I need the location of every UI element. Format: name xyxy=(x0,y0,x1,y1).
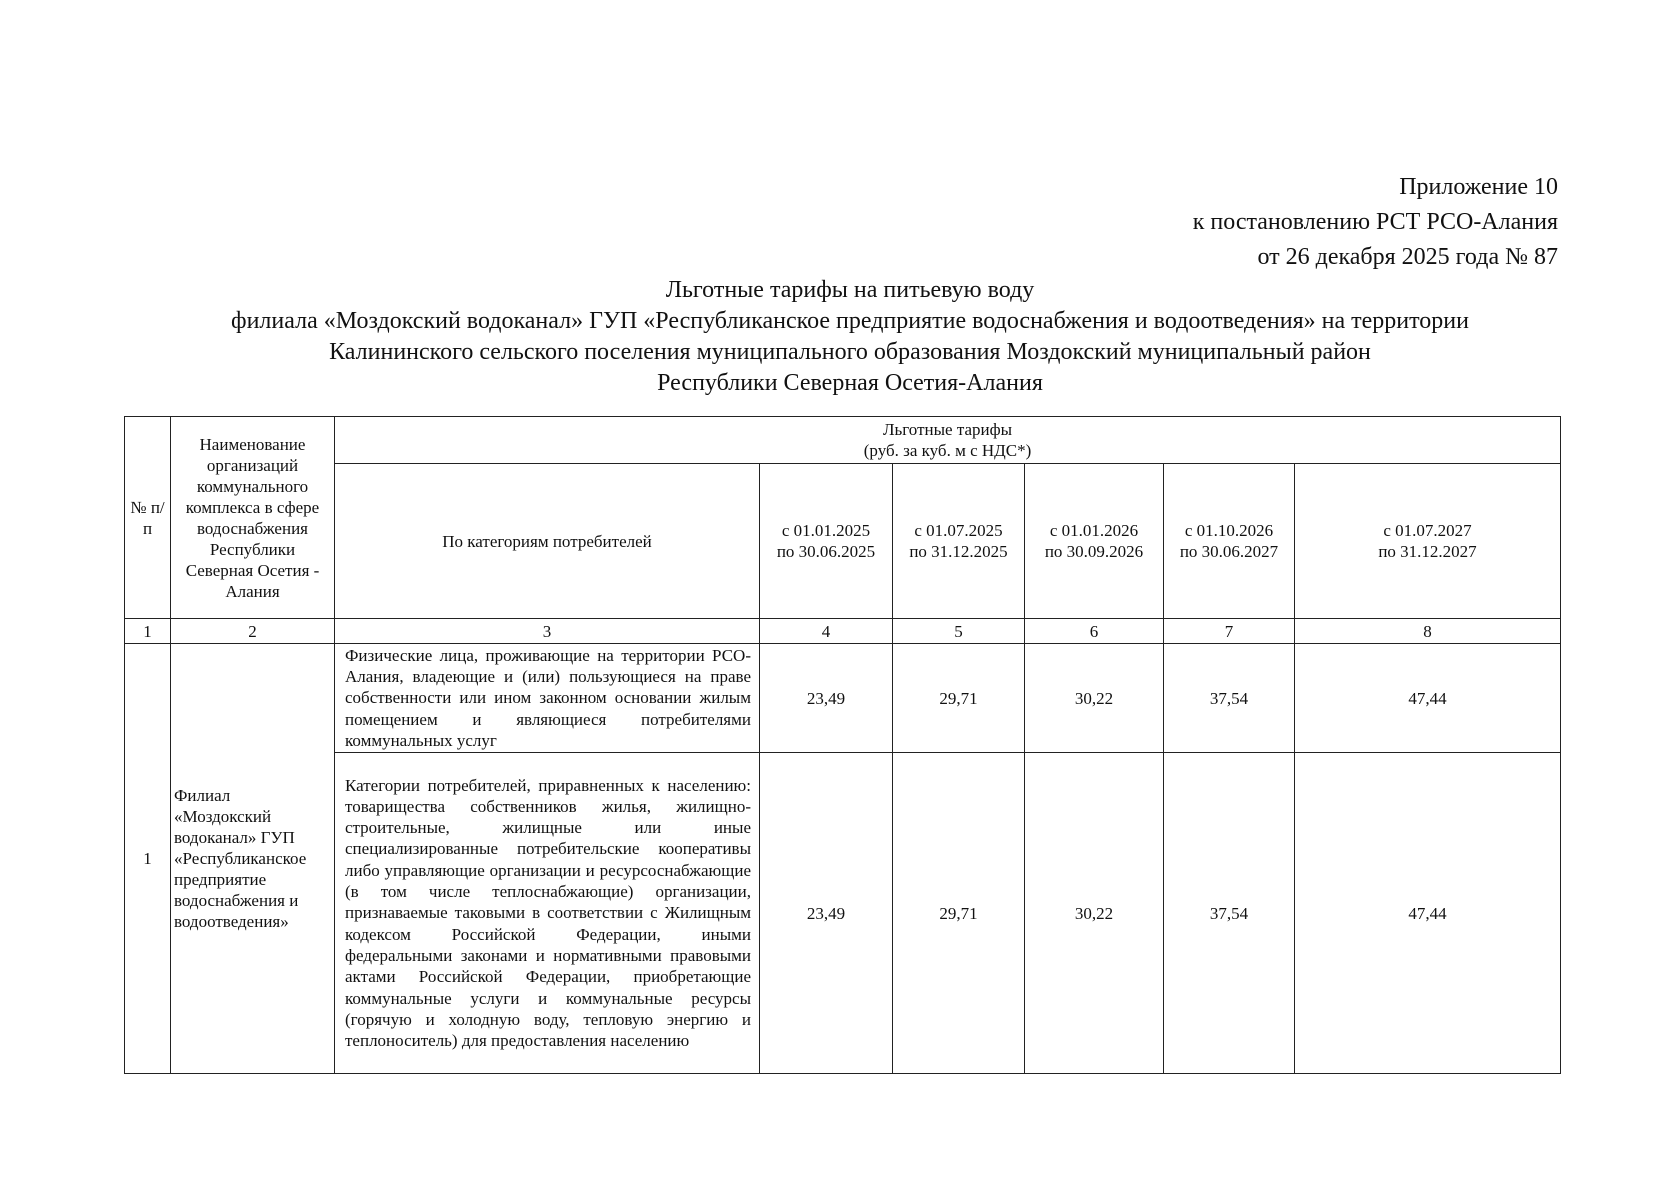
column-number: 6 xyxy=(1025,619,1164,644)
table-row xyxy=(125,644,1561,753)
period-3-to: по 30.09.2026 xyxy=(1044,542,1144,561)
period-3-from: с 01.01.2026 xyxy=(1049,521,1139,540)
period-2-to: по 31.12.2025 xyxy=(909,542,1008,561)
tariff-value: 47,44 xyxy=(1295,644,1561,753)
column-number: 5 xyxy=(893,619,1025,644)
header-row-2 xyxy=(125,464,1561,619)
appendix-line-2: к постановлению РСТ РСО-Алания xyxy=(1192,209,1558,235)
header-tariffs-line-1: Льготные тарифы xyxy=(882,420,1013,439)
tariff-value: 30,22 xyxy=(1025,753,1164,1074)
org-name: Филиал «Моздокский водоканал» ГУП «Республиканское предприятие водоснабжения и водоотведения» xyxy=(171,644,335,1074)
header-org: Наименование организаций коммунального комплекса в сфере водоснабжения Республики Северная Осетия - Алания xyxy=(171,417,335,619)
appendix-header xyxy=(1193,170,1558,275)
tariff-value: 29,71 xyxy=(893,753,1025,1074)
column-number: 3 xyxy=(335,619,760,644)
title-line-1: Льготные тарифы на питьевую воду xyxy=(665,277,1035,303)
header-num: № п/п xyxy=(125,417,171,619)
category-text: Физические лица, проживающие на территории РСО-Алания, владеющие и (или) пользующиеся на праве собственности или ином законном основании жилым помещением и являющиеся потребителями коммунальных услуг xyxy=(345,645,751,750)
period-1-from: с 01.01.2025 xyxy=(781,521,871,540)
column-number-row xyxy=(125,619,1561,644)
tariff-value: 37,54 xyxy=(1164,644,1295,753)
column-number: 4 xyxy=(760,619,893,644)
appendix-line-3: от 26 декабря 2025 года № 87 xyxy=(1257,244,1558,270)
document-title xyxy=(0,275,1668,399)
tariff-value: 23,49 xyxy=(760,753,893,1074)
tariff-table xyxy=(124,416,1561,1074)
header-period-3 xyxy=(1025,464,1164,619)
column-number: 2 xyxy=(171,619,335,644)
tariff-value: 23,49 xyxy=(760,644,893,753)
period-4-to: по 30.06.2027 xyxy=(1179,542,1279,561)
row-number: 1 xyxy=(125,644,171,1074)
header-period-2 xyxy=(893,464,1025,619)
header-period-5 xyxy=(1295,464,1561,619)
appendix-line-1: Приложение 10 xyxy=(1399,174,1558,200)
header-period-4 xyxy=(1164,464,1295,619)
tariff-value: 37,54 xyxy=(1164,753,1295,1074)
category-cell xyxy=(335,644,760,753)
column-number: 1 xyxy=(125,619,171,644)
header-period-1 xyxy=(760,464,893,619)
header-tariffs xyxy=(335,417,1561,464)
tariff-value: 47,44 xyxy=(1295,753,1561,1074)
tariff-value: 29,71 xyxy=(893,644,1025,753)
period-2-from: с 01.07.2025 xyxy=(914,521,1003,540)
header-category: По категориям потребителей xyxy=(335,464,760,619)
period-5-to: по 31.12.2027 xyxy=(1378,542,1477,561)
period-1-to: по 30.06.2025 xyxy=(776,542,876,561)
header-row-1 xyxy=(125,417,1561,464)
period-5-from: с 01.07.2027 xyxy=(1383,521,1472,540)
table-row xyxy=(125,753,1561,1074)
category-text: Категории потребителей, приравненных к населению: товарищества собственников жилья, жилищно-строительные, жилищные или иные специализированные потребительские кооперативы либо управляющие организации и ресурсоснабжающие (в том числе теплоснабжающие) организации, признаваемые таковыми в соответствии с Жилищным кодексом Российской Федерации, иными федеральными законами и нормативными правовыми актами Российской Федерации, приобретающие коммунальные услуги и коммунальные ресурсы (горячую и холодную воду, тепловую энергию и теплоноситель) для предоставления населению xyxy=(345,775,751,1051)
title-line-3: Калининского сельского поселения муниципального образования Моздокский муниципальный район xyxy=(329,339,1371,365)
title-line-4: Республики Северная Осетия-Алания xyxy=(657,370,1043,396)
period-4-from: с 01.10.2026 xyxy=(1184,521,1274,540)
tariff-value: 30,22 xyxy=(1025,644,1164,753)
column-number: 7 xyxy=(1164,619,1295,644)
category-cell xyxy=(335,753,760,1074)
header-tariffs-line-2: (руб. за куб. м с НДС*) xyxy=(863,441,1032,460)
column-number: 8 xyxy=(1295,619,1561,644)
title-line-2: филиала «Моздокский водоканал» ГУП «Республиканское предприятие водоснабжения и водоотведения» на территории xyxy=(231,308,1469,334)
